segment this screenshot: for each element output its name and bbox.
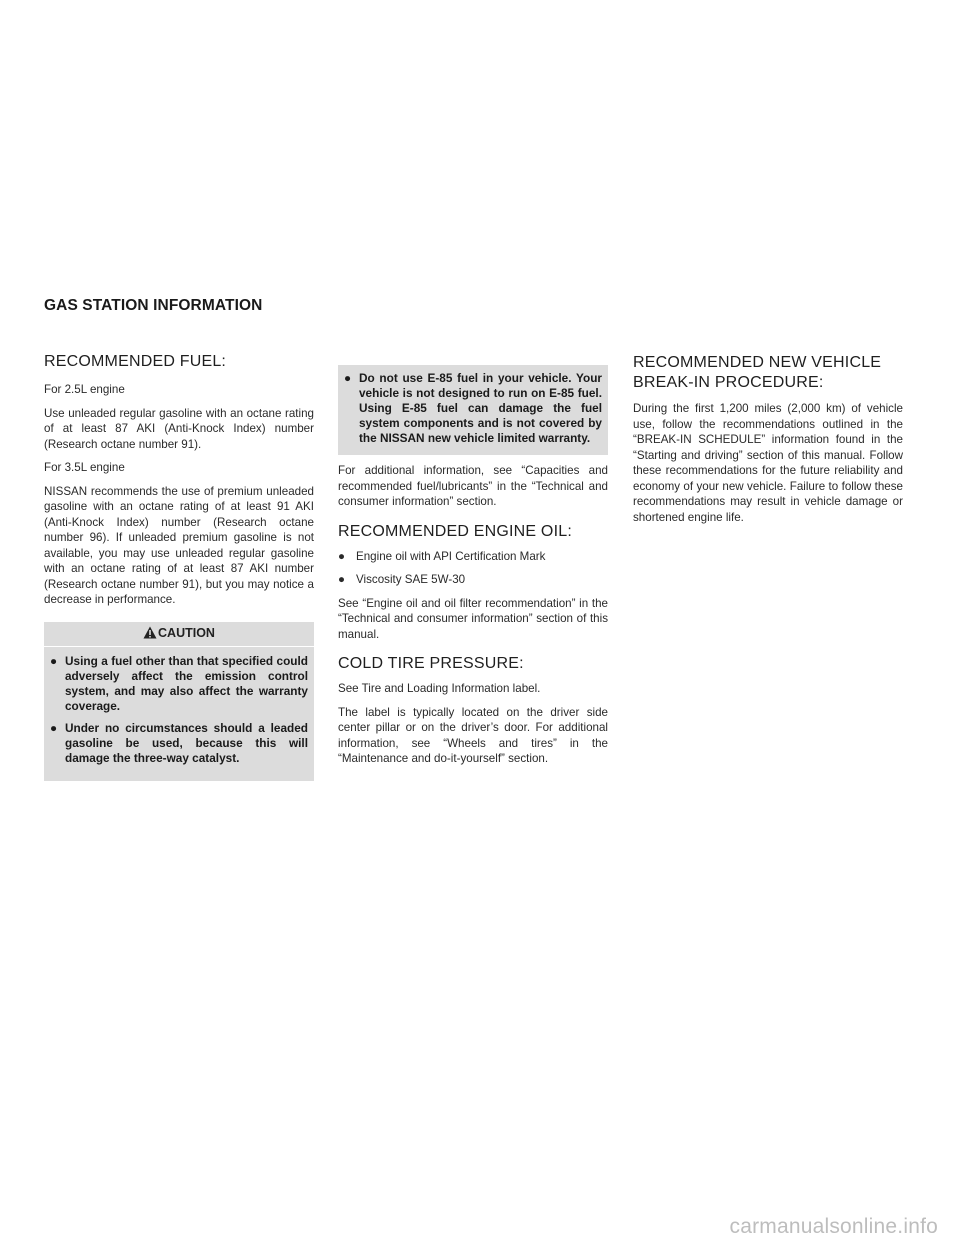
cold-tire-pressure-heading: COLD TIRE PRESSURE: xyxy=(338,655,524,672)
caution-header xyxy=(44,622,314,648)
engine-oil-note: See “Engine oil and oil filter recommendation” in the “Technical and consumer information” section of this manual. xyxy=(338,596,608,641)
list-item xyxy=(344,371,602,446)
bullet-icon: ● xyxy=(338,573,346,586)
tire-label-text: See Tire and Loading Information label. xyxy=(338,682,541,695)
warning-triangle-icon xyxy=(143,626,157,644)
engine-oil-list xyxy=(338,549,608,588)
engine-25-text: Use unleaded regular gasoline with an octane rating of at least 87 AKI (Anti-Knock Index) number (Research octane number 91). xyxy=(44,406,314,451)
list-item xyxy=(50,654,308,714)
break-in-text: During the first 1,200 miles (2,000 km) of vehicle use, follow the recommendations outlined in the “BREAK-IN SCHEDULE” information found in the “Starting and driving” section of this manual. Follow these recommendations for the future reliability and economy of your new vehicle. Failure to follow these recommendations may result in vehicle damage or shortened engine life. xyxy=(633,402,903,524)
recommended-engine-oil-heading: RECOMMENDED ENGINE OIL: xyxy=(338,522,572,540)
additional-info-text: For additional information, see “Capacities and recommended fuel/lubricants” in the “Technical and consumer information” section. xyxy=(338,464,608,508)
bullet-icon: ● xyxy=(50,721,58,735)
engine-35-text: NISSAN recommends the use of premium unleaded gasoline with an octane rating of at least 91 AKI (Anti-Knock Index) number (Research octane number 96). If unleaded premium gasoline is not available, you may use unleaded regular gasoline with an octane rating of at least 87 AKI number (Research octane number 91), but you may notice a decrease in performance. xyxy=(44,484,314,606)
e85-warning-box xyxy=(338,365,608,455)
site-watermark: carmanualsonline.info xyxy=(729,1215,938,1238)
break-in-heading-line1: RECOMMENDED NEW VEHICLE xyxy=(633,354,882,371)
caution-list xyxy=(50,654,308,766)
bullet-icon: ● xyxy=(338,549,346,563)
caution-item-text: Using a fuel other than that specified could adversely affect the emission control system, and may also affect the warranty coverage. xyxy=(65,654,308,713)
caution-item-text: Under no circumstances should a leaded gasoline be used, because this will damage the three-way catalyst. xyxy=(65,721,308,765)
break-in-heading xyxy=(633,353,903,393)
caution-label: CAUTION xyxy=(158,625,215,640)
e85-list xyxy=(344,371,602,446)
caution-box xyxy=(44,622,314,782)
engine-35-label: For 3.5L engine xyxy=(44,461,125,474)
e85-warning-text: Do not use E-85 fuel in your vehicle. Your vehicle is not designed to run on E-85 fuel. Using E-85 fuel can damage the fuel system components and is not covered by the NISSAN new vehicle limited warranty. xyxy=(359,371,602,445)
page-title: GAS STATION INFORMATION xyxy=(44,297,263,314)
break-in-heading-line2: BREAK-IN PROCEDURE: xyxy=(633,374,824,391)
list-item xyxy=(50,721,308,766)
list-item xyxy=(338,549,608,565)
column-middle xyxy=(338,365,608,775)
engine-25-label: For 2.5L engine xyxy=(44,383,125,396)
recommended-fuel-heading: RECOMMENDED FUEL: xyxy=(44,353,227,370)
list-item xyxy=(338,572,608,588)
engine-oil-item-text: Viscosity SAE 5W-30 xyxy=(356,573,466,586)
engine-oil-item-text: Engine oil with API Certification Mark xyxy=(356,549,546,563)
tire-location-text: The label is typically located on the driver side center pillar or on the driver’s door. For additional information, see “Wheels and tires” in the “Maintenance and do-it-yourself” section. xyxy=(338,705,608,765)
column-left xyxy=(44,352,314,781)
bullet-icon: ● xyxy=(344,371,352,385)
bullet-icon: ● xyxy=(50,654,58,668)
column-right xyxy=(633,353,903,533)
